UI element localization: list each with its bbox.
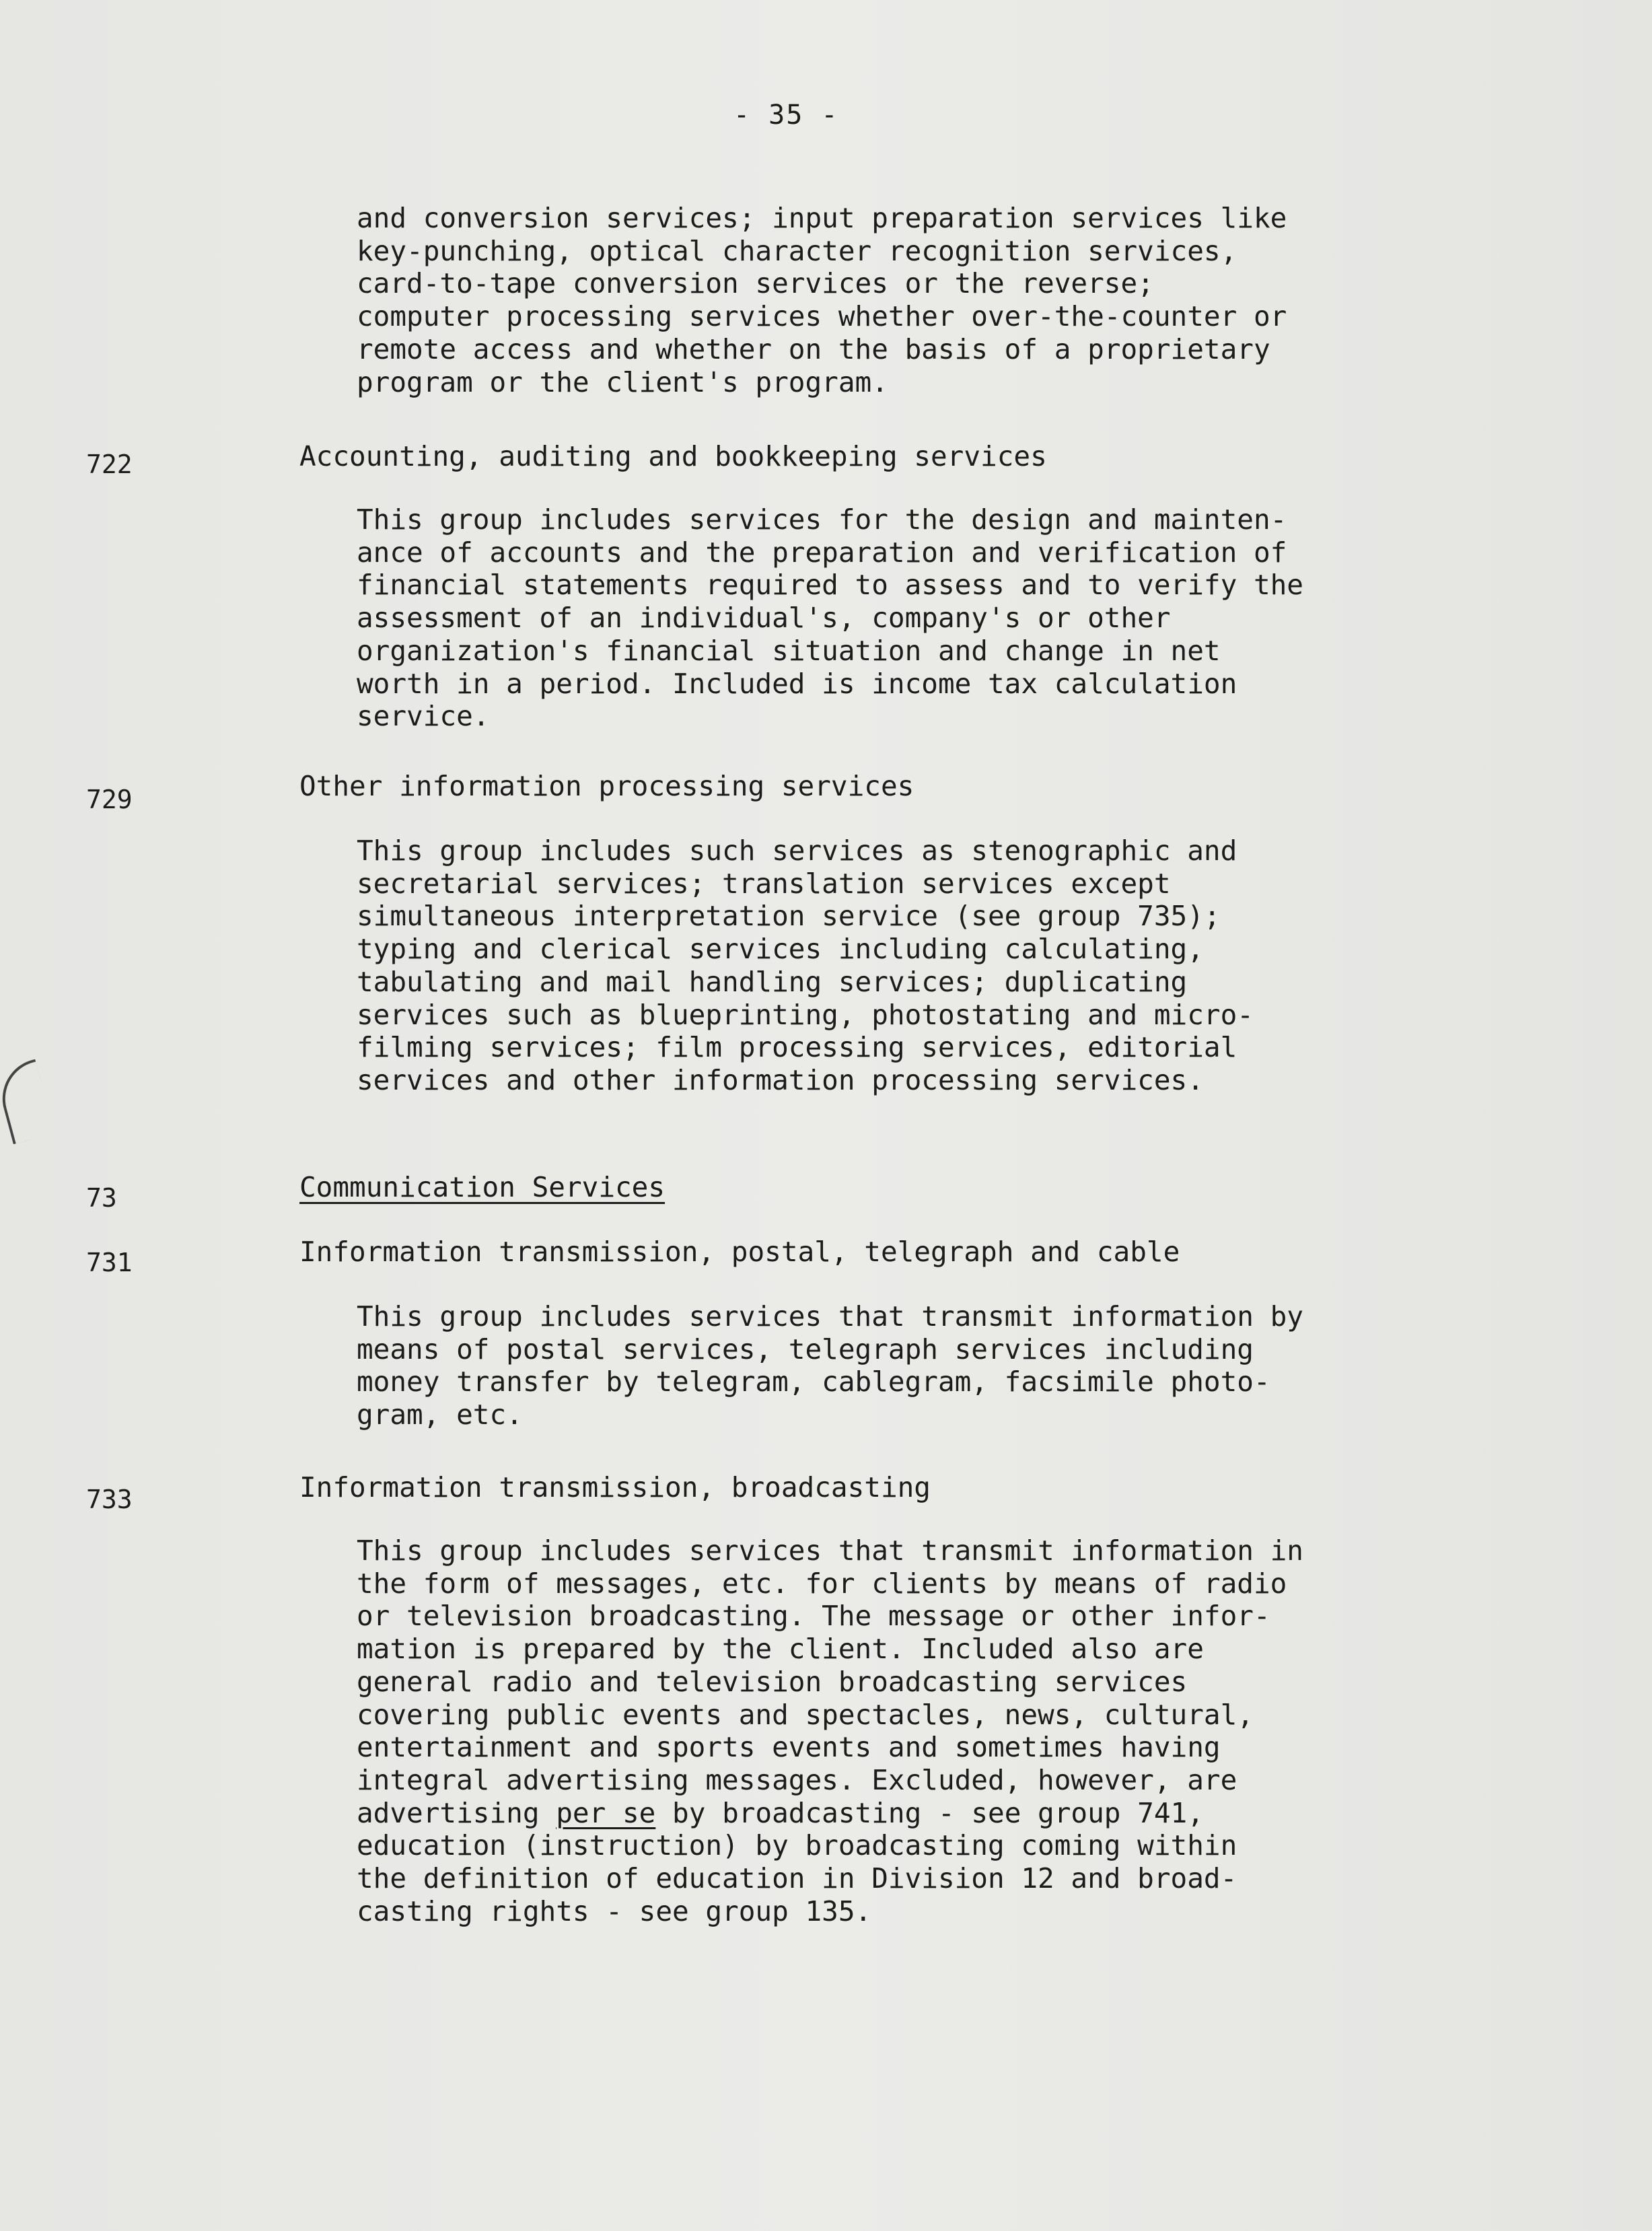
- section-title-729: Other information processing services: [299, 770, 914, 802]
- section-text-722: This group includes services for the design and mainten- ance of accounts and the preparation and verification of financial statements required to assess and to verify the assessment of an individual's, company's or other organization's financial situation and change in net worth in a period. Included is income tax calculation service.: [357, 503, 1303, 733]
- section-code-731: 731: [86, 1248, 133, 1277]
- section-code-729: 729: [86, 785, 133, 814]
- continuation-paragraph: and conversion services; input preparation services like key-punching, optical character recognition services, card-to-tape conversion services or the reverse; computer processing services whether over-the-counter or remote access and whether on the basis of a proprietary program or the client's program.: [357, 202, 1287, 398]
- page-number: - 35 -: [733, 100, 839, 131]
- section-text-733-part1: This group includes services that transmit information in the form of messages, etc. for clients by means of radio or television broadcasting. The message or other infor- mation is prepared by the client. Included also are general radio and television broadcasting services covering public events and spectacles, news, cultural, entertainment and sports events and sometimes having integral advertising messages. Excluded, however, are advertising: [357, 1534, 1303, 1829]
- section-code-722: 722: [86, 450, 133, 479]
- section-code-733: 733: [86, 1485, 133, 1514]
- section-code-73: 73: [86, 1183, 117, 1213]
- margin-mark: [0, 1059, 55, 1145]
- section-text-733: [357, 1534, 1501, 1927]
- section-title-73: Communication Services: [299, 1171, 666, 1203]
- section-text-729: This group includes such services as stenographic and secretarial services; translation services except simultaneous interpretation service (see group 735); typing and clerical services including calculating, tabulating and mail handling services; duplicating services such as blueprinting, photostating and micro- filming services; film processing services, editorial services and other information processing services.: [357, 835, 1254, 1096]
- section-title-722: Accounting, auditing and bookkeeping services: [299, 440, 1047, 472]
- per-se-emphasis: per se: [556, 1796, 656, 1829]
- section-title-731: Information transmission, postal, telegraph and cable: [299, 1236, 1180, 1268]
- section-text-733-part2: by broadcasting - see group 741, education (instruction) by broadcasting coming within the definition of education in Division 12 and broad- casting rights - see group 135.: [357, 1796, 1237, 1927]
- section-title-733: Information transmission, broadcasting: [299, 1471, 931, 1503]
- section-text-731: This group includes services that transmit information by means of postal services, telegraph services including money transfer by telegram, cablegram, facsimile photo- gram, etc.: [357, 1300, 1303, 1431]
